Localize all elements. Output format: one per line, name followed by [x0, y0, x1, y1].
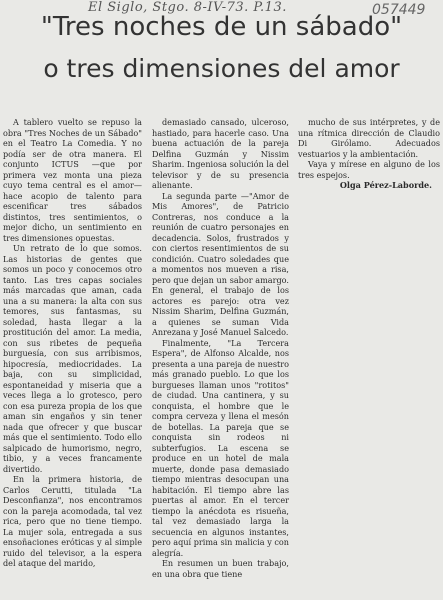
author-signature: Olga Pérez-Laborde. — [339, 180, 432, 190]
paragraph: En la primera historia, de Carlos Cerutti, titulada "La Desconfianza", nos encontramos con la pareja acomodada, tal vez rica, pero que no tiene tiempo. La mujer sola, entregada a sus ensoñaciones eróticas y al simple ruido del televisor, a la espera del ataque del marido, — [3, 474, 142, 568]
article-column-3 — [298, 117, 440, 197]
archive-stamp-number: 057449 — [372, 2, 426, 18]
handwritten-source-note: El Siglo, Stgo. 8-IV-73. P.13. — [88, 0, 287, 15]
paragraph: A tablero vuelto se repuso la obra "Tres Noches de un Sábado" en el Teatro La Comedia. Y no podía ser de otra manera. El conjunto ICTUS —que por primera vez monta una pieza cuyo tema central es el amor— hace acopio de talento para escenificar tres sábados distintos, tres sentimientos, o mejor dicho, un sentimiento en tres dimensiones opuestas. — [3, 117, 142, 243]
paragraph: La segunda parte —"Amor de Mis Amores", de Patricio Contreras, nos conduce a la reunión de cuatro personajes en decadencia. Solos, frustrados y con ciertos resentimientos de su condición. Cuatro soledades que a momentos nos mueven a risa, pero que dejan un sabor amargo. En general, el trabajo de los actores es parejo: otra vez Nissim Sharim, Delfina Guzmán, a quienes se suman Vida Anrezana y José Manuel Salcedo. — [152, 190, 289, 337]
headline-line-2: o tres dimensiones del amor — [43, 54, 400, 83]
paragraph: En resumen un buen trabajo, en una obra que tiene — [152, 558, 289, 579]
paragraph: Un retrato de lo que somos. Las historias de gentes que somos un poco y conocemos otro tanto. Las tres capas sociales más marcadas que aman, cada una a su manera: la alta con sus temores, sus fantasmas, su soledad, hasta llegar a la prostitución del amor. La media, con sus ribetes de pequeña burguesía, con sus arribismos, hipocresía, mediocridades. La baja, con su simplicidad, espontaneidad y miseria que a veces llega a lo grotesco, pero con esa pureza propia de los que aman sin engaños y sin tener nada que ofrecer y que buscar más que el sentimiento. Todo ello salpicado de humorismo, negro, tibio, y a veces francamente divertido. — [3, 243, 142, 474]
paragraph: mucho de sus intérpretes, y de una rítmica dirección de Claudio Di Girólamo. Adecuados vestuarios y la ambientación. — [298, 117, 440, 159]
paragraph: demasiado cansado, ulceroso, hastiado, para hacerle caso. Una buena actuación de la pareja Delfina Guzmán y Nissim Sharim. Ingeniosa solución la del televisor y de su presencia alienante. — [152, 117, 289, 190]
paragraph: Vaya y mírese en alguno de los tres espejos. — [298, 159, 440, 180]
article-column-1 — [3, 117, 142, 600]
headline-line-1: "Tres noches de un sábado" — [40, 12, 403, 42]
article-column-2 — [152, 117, 289, 600]
paragraph: Finalmente, "La Tercera Espera", de Alfonso Alcalde, nos presenta a una pareja de nuestro más granado pueblo. Lo que los burgueses llaman unos "rotitos" de ciudad. Una cantinera, y su conquista, el hombre que le compra cerveza y llena el mesón de botellas. La pareja que se conquista sin rodeos ni subterfugios. La escena se produce en un hotel de mala muerte, donde pasa demasiado tiempo mientras desocupan una habitación. El tiempo abre las puertas al amor. En el tercer tiempo la anécdota es risueña, tal vez demasiado larga la secuencia en algunos instantes, pero aquí prima sin malicia y con alegría. — [152, 337, 289, 558]
